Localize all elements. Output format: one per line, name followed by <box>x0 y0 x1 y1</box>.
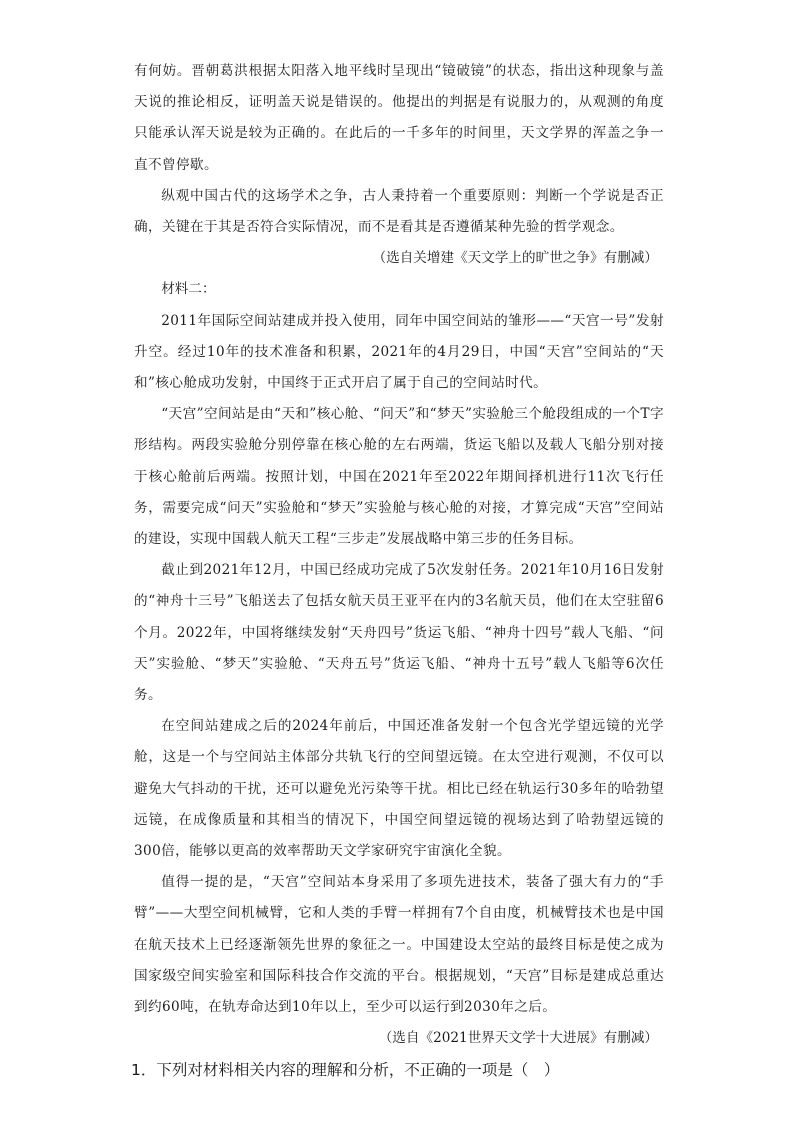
material2-paragraph-4: 在空间站建成之后的2024年前后，中国还准备发射一个包含光学望远镜的光学舱，这是一个与空间站主体部分共轨飞行的空间望远镜。在太空进行观测，不仅可以避免大气抖动的干扰，还可以避免光污染等干扰。相比已经在轨运行30多年的哈勃望远镜，在成像质量和其相当的情况下，中国空间望远镜的视场达到了哈勃望远镜的300倍，能够以更高的效率帮助天文学家研究宇宙演化全貌。 <box>134 718 664 860</box>
question-1-stem: 1．下列对材料相关内容的理解和分析，不正确的一项是（ ） <box>131 1060 560 1079</box>
material2-label: 材料二： <box>161 281 216 298</box>
material2-paragraph-5: 值得一提的是，“天宫”空间站本身采用了多项先进技术，装备了强大有力的“手臂”——大型空间机械臂，它和人类的手臂一样拥有7个自由度，机械臂技术也是中国在航天技术上已经逐渐领先世界的象征之一。中国建设太空站的最终目标是使之成为国家级空间实验室和国际科技合作交流的平台。根据规划，“天宫”目标是建成总重达到约60吨，在轨寿命达到10年以上，至少可以运行到2030年之后。 <box>134 874 664 1016</box>
material2-source: （选自《2021世界天文学十大进展》有删减） <box>378 1030 658 1047</box>
material2-paragraph-3: 截止到2021年12月，中国已经成功完成了5次发射任务。2021年10月16日发射的“神舟十三号”飞船送去了包括女航天员王亚平在内的3名航天员，他们在太空驻留6个月。2022年，中国将继续发射“天舟四号”货运飞船、“神舟十四号”载人飞船、“问天”实验舱、“梦天”实验舱、“天舟五号”货运飞船、“神舟十五号”载人飞船等6次任务。 <box>134 562 664 704</box>
material1-continued-paragraph: 有何妨。晋朝葛洪根据太阳落入地平线时呈现出“镜破镜”的状态，指出这种现象与盖天说的推论相反，证明盖天说是错误的。他提出的判据是有说服力的，从观测的角度只能承认浑天说是较为正确的。在此后的一千多年的时间里，天文学界的浑盖之争一直不曾停歇。 <box>134 63 664 173</box>
material1-source: （选自关增建《天文学上的旷世之争》有删减） <box>372 250 658 267</box>
material2-paragraph-1: 2011年国际空间站建成并投入使用，同年中国空间站的雏形——“天宫一号”发射升空。经过10年的技术准备和积累，2021年的4月29日，中国“天宫”空间站的“天和”核心舱成功发射，中国终于正式开启了属于自己的空间站时代。 <box>134 312 664 392</box>
document-page <box>131 56 664 1086</box>
material2-paragraph-2: “天宫”空间站是由“天和”核心舱、“问天”和“梦天”实验舱三个舱段组成的一个T字形结构。两段实验舱分别停靠在核心舱的左右两端，货运飞船以及载人飞船分别对接于核心舱前后两端。按照计划，中国在2021年至2022年期间择机进行11次飞行任务，需要完成“问天”实验舱和“梦天”实验舱与核心舱的对接，才算完成“天宫”空间站的建设，实现中国载人航天工程“三步走”发展战略中第三步的任务目标。 <box>134 406 664 548</box>
material1-conclusion-paragraph: 纵观中国古代的这场学术之争，古人秉持着一个重要原则：判断一个学说是否正确，关键在于其是否符合实际情况，而不是看其是否遵循某种先验的哲学观念。 <box>134 187 664 236</box>
